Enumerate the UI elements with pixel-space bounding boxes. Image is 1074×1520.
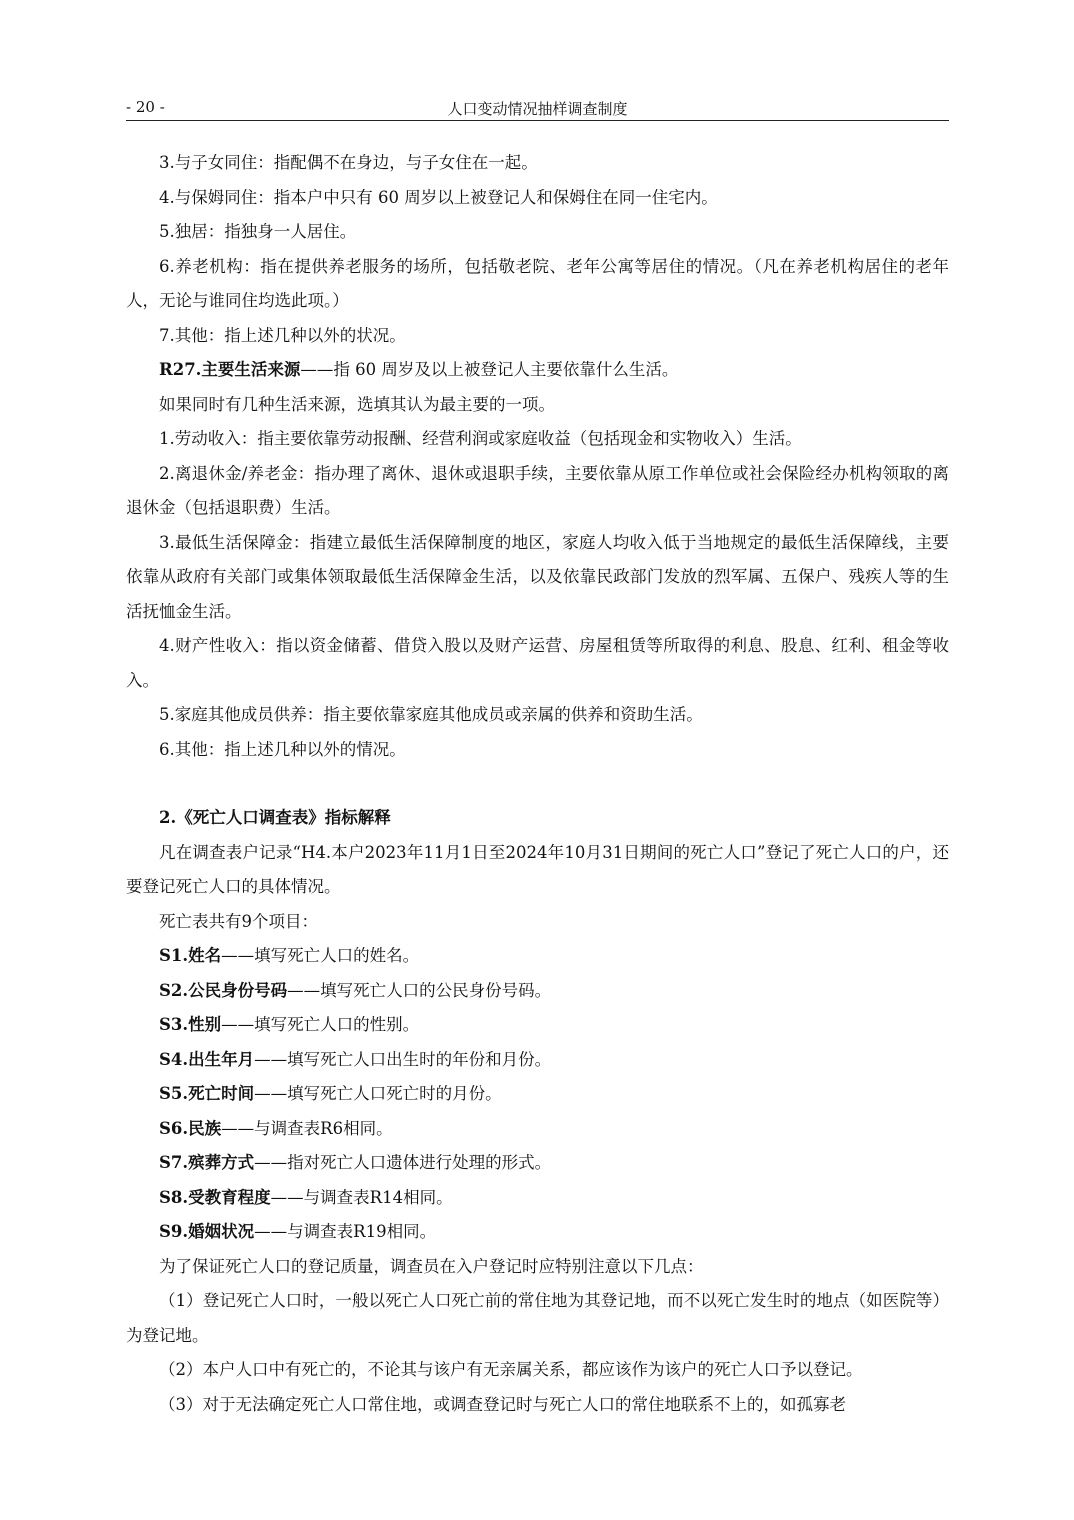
field-term: S3.性别 (159, 1015, 222, 1034)
field-term: S9.婚姻状况 (159, 1222, 255, 1241)
paragraph: （1）登记死亡人口时，一般以死亡人口死亡前的常住地为其登记地，而不以死亡发生时的地点（如医院等）为登记地。 (126, 1291, 949, 1345)
field-term: S4.出生年月 (159, 1049, 255, 1069)
paragraph: 3.最低生活保障金：指建立最低生活保障制度的地区，家庭人均收入低于当地规定的最低生活保障线，主要依靠从政府有关部门或集体领取最低生活保障金生活，以及依靠民政部门发放的烈军属、五保户、残疾人等的生活抚恤金生活。 (126, 532, 949, 621)
field-term: S7.殡葬方式 (159, 1153, 255, 1172)
field-desc: ——填写死亡人口的公民身份号码。 (287, 980, 552, 1000)
paragraph: 5.独居：指独身一人居住。 (159, 222, 357, 241)
field-term: S8.受教育程度 (159, 1187, 271, 1207)
field-desc: ——与调查表R19相同。 (254, 1222, 437, 1241)
field-definition (126, 1146, 949, 1181)
document-title: 人口变动情况抽样调查制度 (447, 100, 628, 118)
field-desc: ——填写死亡人口的姓名。 (221, 946, 420, 965)
field-definition (126, 1112, 949, 1147)
paragraph: 1.劳动收入：指主要依靠劳动报酬、经营利润或家庭收益（包括现金和实物收入）生活。 (159, 429, 802, 448)
field-desc: ——填写死亡人口的性别。 (221, 1015, 420, 1034)
field-desc: ——指对死亡人口遗体进行处理的形式。 (254, 1153, 552, 1172)
section-heading-text: 2.《死亡人口调查表》指标解释 (159, 808, 391, 827)
paragraph: 死亡表共有9个项目： (159, 911, 318, 931)
field-definition (126, 1008, 949, 1043)
page-number: - 20 - (126, 98, 165, 116)
field-desc: ——与调查表R14相同。 (270, 1187, 453, 1207)
r27-term: R27.主要生活来源 (159, 360, 301, 379)
section-gap (126, 767, 949, 801)
page-header (126, 96, 949, 121)
paragraph: 6.养老机构：指在提供养老服务的场所，包括敬老院、老年公寓等居住的情况。（凡在养老机构居住的老年人，无论与谁同住均选此项。） (126, 256, 949, 310)
field-definition (126, 939, 949, 974)
field-definition (126, 1077, 949, 1112)
r27-definition (126, 353, 949, 388)
paragraph: （3）对于无法确定死亡人口常住地，或调查登记时与死亡人口的常住地联系不上的，如孤寡老 (159, 1394, 846, 1414)
r27-desc: ——指 60 周岁及以上被登记人主要依靠什么生活。 (300, 360, 679, 379)
paragraph: 5.家庭其他成员供养：指主要依靠家庭其他成员或亲属的供养和资助生活。 (159, 705, 703, 724)
field-definition (126, 1215, 949, 1250)
field-definition (126, 1043, 949, 1078)
field-term: S1.姓名 (159, 946, 222, 965)
paragraph: 3.与子女同住：指配偶不在身边，与子女住在一起。 (159, 153, 538, 172)
field-term: S6.民族 (159, 1118, 222, 1138)
field-definition (126, 974, 949, 1009)
field-desc: ——与调查表R6相同。 (221, 1118, 393, 1138)
field-definition (126, 1181, 949, 1216)
paragraph: 如果同时有几种生活来源，选填其认为最主要的一项。 (159, 394, 555, 414)
paragraph: 为了保证死亡人口的登记质量，调查员在入户登记时应特别注意以下几点： (159, 1256, 704, 1276)
field-term: S5.死亡时间 (159, 1084, 255, 1103)
paragraph: （2）本户人口中有死亡的，不论其与该户有无亲属关系，都应该作为该户的死亡人口予以登记。 (159, 1360, 863, 1379)
paragraph: 4.与保姆同住：指本户中只有 60 周岁以上被登记人和保姆住在同一住宅内。 (159, 187, 718, 207)
paragraph: 6.其他：指上述几种以外的情况。 (159, 739, 406, 759)
paragraph: 凡在调查表户记录“H4.本户2023年11月1日至2024年10月31日期间的死亡人口”登记了死亡人口的户，还要登记死亡人口的具体情况。 (126, 842, 949, 896)
paragraph: 4.财产性收入：指以资金储蓄、借贷入股以及财产运营、房屋租赁等所取得的利息、股息、红利、租金等收入。 (126, 636, 949, 690)
field-desc: ——填写死亡人口出生时的年份和月份。 (254, 1049, 552, 1069)
paragraph: 7.其他：指上述几种以外的状况。 (159, 325, 406, 345)
field-desc: ——填写死亡人口死亡时的月份。 (254, 1084, 502, 1103)
section-heading (126, 801, 949, 836)
paragraph: 2.离退休金/养老金：指办理了离休、退休或退职手续，主要依靠从原工作单位或社会保险经办机构领取的离退休金（包括退职费）生活。 (126, 463, 949, 517)
field-term: S2.公民身份号码 (159, 980, 288, 1000)
page-body (126, 146, 949, 1422)
